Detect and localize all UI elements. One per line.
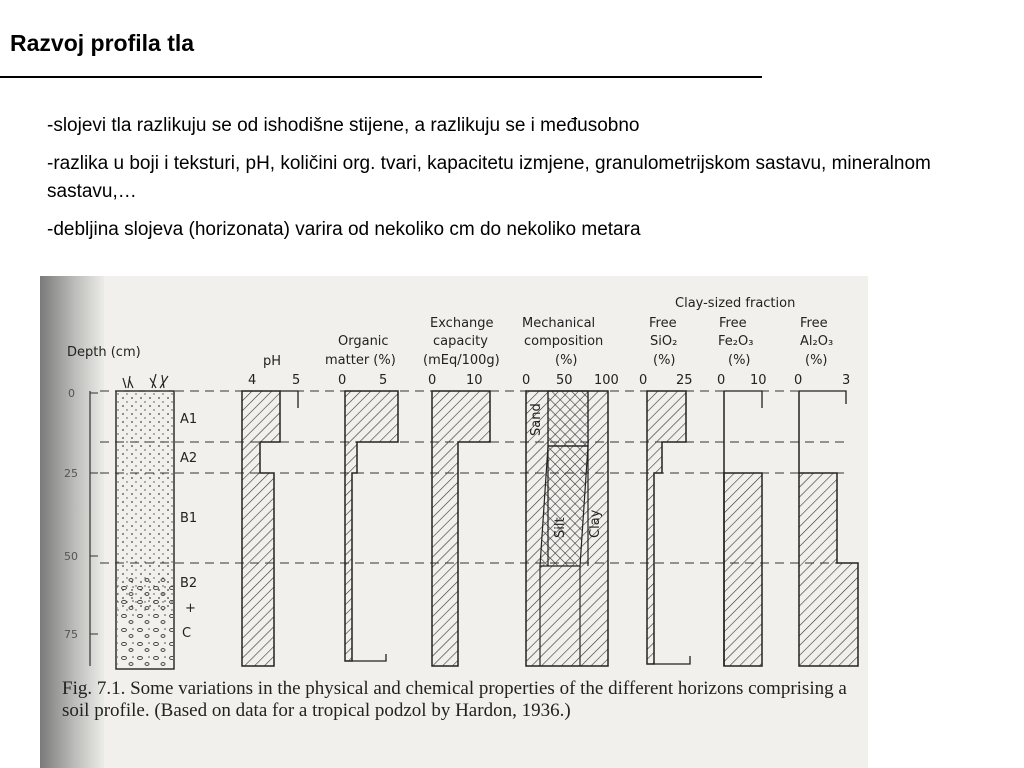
svg-text:4: 4 bbox=[248, 373, 257, 388]
mechanical-composition-profile bbox=[526, 391, 608, 666]
svg-text:(%): (%) bbox=[555, 353, 578, 368]
svg-text:(%): (%) bbox=[805, 353, 828, 368]
column-scale-ticks bbox=[248, 373, 850, 388]
svg-text:0: 0 bbox=[338, 373, 347, 388]
svg-text:10: 10 bbox=[750, 373, 767, 388]
svg-text:(%): (%) bbox=[653, 353, 676, 368]
svg-text:Mechanical: Mechanical bbox=[522, 316, 596, 331]
fraction-label-clay: Clay bbox=[588, 509, 603, 538]
svg-text:pH: pH bbox=[263, 354, 282, 369]
depth-tick-label: 25 bbox=[64, 467, 78, 480]
svg-text:matter (%): matter (%) bbox=[325, 353, 396, 368]
column-header-al2o3 bbox=[800, 316, 833, 368]
svg-text:5: 5 bbox=[379, 373, 388, 388]
horizon-label: + bbox=[185, 601, 196, 616]
column-header-sio2 bbox=[649, 316, 677, 368]
column-header-fe2o3 bbox=[718, 316, 753, 368]
depth-ticks bbox=[64, 387, 98, 641]
svg-text:25: 25 bbox=[676, 373, 693, 388]
depth-tick-label: 75 bbox=[64, 628, 78, 641]
svg-text:(%): (%) bbox=[728, 353, 751, 368]
svg-text:0: 0 bbox=[428, 373, 437, 388]
svg-text:0: 0 bbox=[717, 373, 726, 388]
ph-profile bbox=[242, 391, 298, 666]
bullet-item: -razlika u boji i teksturi, pH, količini org. tvari, kapacitetu izmjene, granulometrijskom sastavu, mineralnom sastavu,… bbox=[47, 153, 931, 202]
column-header-ph bbox=[263, 354, 281, 369]
soil-profile-figure bbox=[40, 276, 868, 768]
bullet-list bbox=[47, 112, 987, 254]
svg-text:100: 100 bbox=[594, 373, 619, 388]
fraction-label-silt: Silt bbox=[553, 517, 568, 538]
sio2-profile bbox=[647, 391, 690, 664]
svg-text:Free: Free bbox=[719, 316, 747, 331]
svg-text:0: 0 bbox=[522, 373, 531, 388]
bullet-item: -slojevi tla razlikuju se od ishodišne stijene, a razlikuju se i međusobno bbox=[47, 115, 640, 136]
column-header-organic-matter bbox=[325, 334, 396, 368]
svg-text:composition: composition bbox=[524, 334, 604, 349]
svg-text:capacity: capacity bbox=[433, 334, 488, 349]
svg-text:50: 50 bbox=[556, 373, 573, 388]
svg-text:5: 5 bbox=[292, 373, 301, 388]
svg-text:Fe₂O₃: Fe₂O₃ bbox=[718, 334, 754, 349]
al2o3-profile bbox=[799, 391, 858, 666]
svg-text:10: 10 bbox=[466, 373, 483, 388]
svg-text:3: 3 bbox=[842, 373, 851, 388]
depth-tick-label: 0 bbox=[68, 387, 75, 400]
exchange-capacity-profile bbox=[432, 391, 490, 666]
horizon-label: B2 bbox=[180, 576, 198, 591]
svg-text:Free: Free bbox=[649, 316, 677, 331]
svg-text:Exchange: Exchange bbox=[430, 316, 494, 331]
horizon-label: C bbox=[182, 626, 192, 641]
organic-matter-profile bbox=[345, 391, 398, 661]
svg-text:0: 0 bbox=[639, 373, 648, 388]
column-header-mechanical-composition bbox=[522, 316, 603, 368]
svg-text:(mEq/100g): (mEq/100g) bbox=[423, 353, 500, 368]
horizon-label: A2 bbox=[180, 451, 198, 466]
fraction-label-sand: Sand bbox=[529, 403, 544, 436]
fe2o3-profile bbox=[724, 391, 762, 666]
horizon-label: B1 bbox=[180, 511, 198, 526]
svg-text:SiO₂: SiO₂ bbox=[650, 334, 678, 349]
svg-text:Al₂O₃: Al₂O₃ bbox=[800, 334, 834, 349]
bullet-item: -debljina slojeva (horizonata) varira od nekoliko cm do nekoliko metara bbox=[47, 219, 641, 240]
slide-title: Razvoj profila tla bbox=[10, 30, 195, 56]
clay-fraction-header: Clay-sized fraction bbox=[675, 296, 796, 311]
title-underline bbox=[0, 76, 762, 78]
svg-text:0: 0 bbox=[794, 373, 803, 388]
horizon-label: A1 bbox=[180, 412, 198, 427]
svg-text:Free: Free bbox=[800, 316, 828, 331]
depth-axis-label: Depth (cm) bbox=[67, 345, 141, 360]
figure-caption: Fig. 7.1. Some variations in the physical and chemical properties of the different horizons comprising a soil profile. (Based on data for a tropical podzol by Hardon, 1936.) bbox=[62, 678, 847, 721]
svg-text:Organic: Organic bbox=[338, 334, 389, 349]
soil-column bbox=[116, 374, 174, 669]
column-header-exchange-capacity bbox=[423, 316, 500, 368]
depth-tick-label: 50 bbox=[64, 550, 78, 563]
soil-profile-diagram bbox=[40, 276, 868, 676]
